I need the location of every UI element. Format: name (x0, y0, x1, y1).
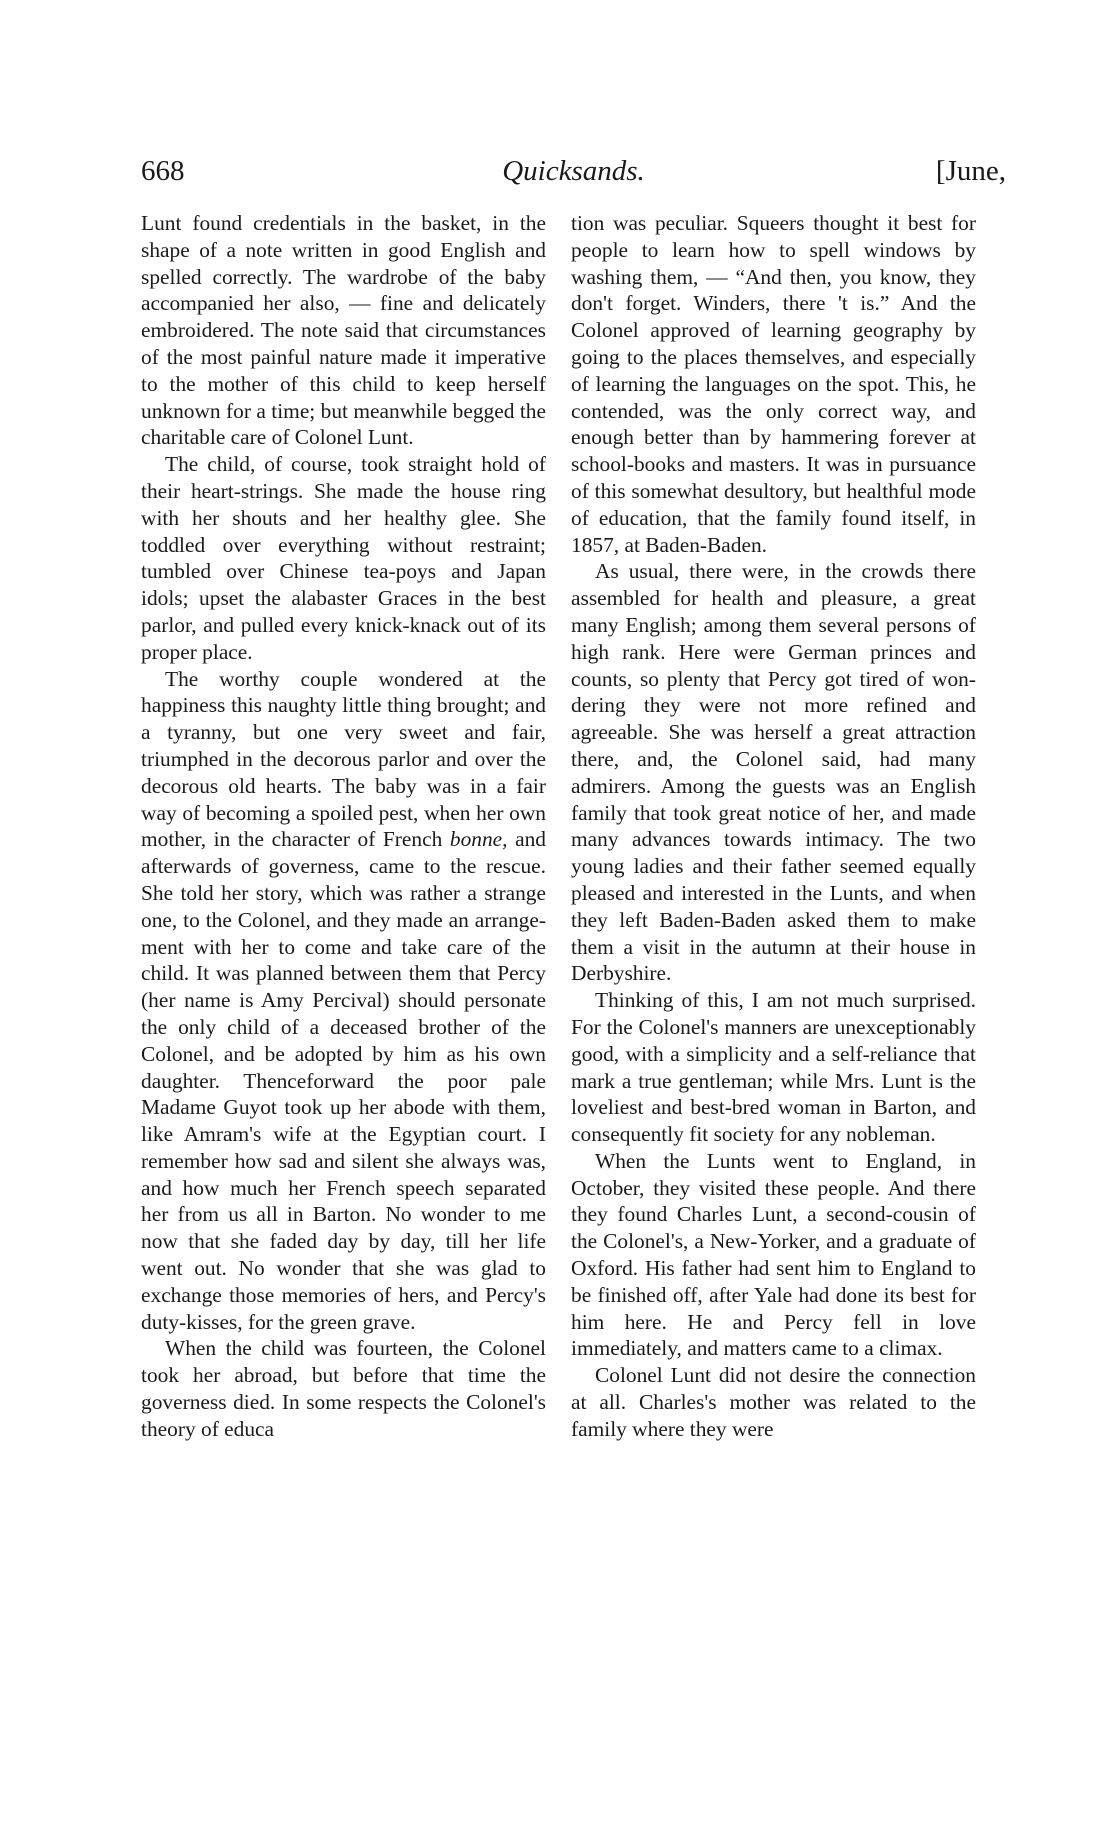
left-column (141, 210, 546, 1443)
running-title: Quicksands. (502, 155, 645, 187)
paragraph: Colonel Lunt did not desire the connection at all. Charles's mother was related to the family where they were (571, 1363, 976, 1441)
paragraph (141, 666, 546, 1336)
running-month: [June, (935, 155, 1006, 187)
page-number: 668 (141, 155, 185, 187)
paragraph: As usual, there were, in the crowds there assembled for health and pleasure, a great many English; among them several persons of high rank. Here were German princes and counts, so plenty that Percy got tired of wondering they were not more refined and agreeable. She was herself a great attraction there, and, the Colonel said, had many admirers. Among the guests was an English family that took great notice of her, and made many advances towards intimacy. The two young ladies and their father seemed equally pleased and interested in the Lunts, and when they left Baden-Baden asked them to make them a visit in the autumn at their house in Derbyshire. (571, 559, 976, 986)
paragraph: tion was peculiar. Squeers thought it best for people to learn how to spell windows by washing them, — “And then, you know, they don't forget. Winders, there 't is.” And the Colonel approved of learning geography by going to the places themselves, and especially of learning the languages on the spot. This, he contended, was the only correct way, and enough better than by hammering forever at school-books and masters. It was in pursuance of this somewhat desultory, but healthful mode of education, that the family found itself, in 1857, at Baden-Baden. (571, 211, 976, 557)
italic-word: bonne, (449, 827, 508, 852)
paragraph-text: and afterwards of governess, came to the rescue. She told her story, which was rather a strange one, to the Colonel, and they made an arrangement with her to come and take care of the child. It was planned between them that Percy (her name is Amy Percival) should personate the only child of a deceased brother of the Colonel, and be adopted by him as his own daughter. Thenceforward the poor pale Madame Guyot took up her abode with them, like Amram's wife at the Egyptian court. I remember how sad and silent she always was, and how much her French speech separated her from us all in Barton. No wonder to me now that she faded day by day, till her life went out. No wonder that she was glad to exchange those memories of hers, and Percy's duty-kisses, for the green grave. (141, 827, 546, 1334)
paragraph: Thinking of this, I am not much surprised. For the Colonel's manners are unexceptionably good, with a simplicity and a self-reliance that mark a true gentleman; while Mrs. Lunt is the loveliest and best-bred woman in Barton, and consequently fit society for any nobleman. (571, 988, 976, 1147)
paragraph: When the child was fourteen, the Colonel took her abroad, but before that time the governess died. In some respects the Colonel's theory of educa (141, 1336, 546, 1441)
paragraph: Lunt found credentials in the basket, in the shape of a note written in good English and spelled correctly. The wardrobe of the baby accompanied her also, — fine and delicately embroidered. The note said that circumstances of the most painful nature made it imperative to the mother of this child to keep herself unknown for a time; but meanwhile begged the charitable care of Colonel Lunt. (141, 211, 546, 450)
paragraph-text: The worthy couple wondered at the happiness this naughty little thing brought; and a tyranny, but one very sweet and fair, triumphed in the decorous parlor and over the decorous old hearts. The baby was in a fair way of becoming a spoiled pest, when her own mother, in the character of French (141, 666, 546, 852)
paragraph: When the Lunts went to England, in October, they visited these people. And there they found Charles Lunt, a second-cousin of the Colonel's, a New-Yorker, and a graduate of Oxford. His father had sent him to England to be finished off, after Yale had done its best for him here. He and Percy fell in love immediately, and matters came to a climax. (571, 1148, 976, 1361)
paragraph: The child, of course, took straight hold of their heart-strings. She made the house ring with her shouts and her healthy glee. She toddled over everything without restraint; tumbled over Chinese tea-poys and Japan idols; upset the alabaster Graces in the best parlor, and pulled every knick-knack out of its proper place. (141, 452, 546, 664)
right-column (571, 210, 976, 1443)
running-head (141, 155, 1006, 195)
